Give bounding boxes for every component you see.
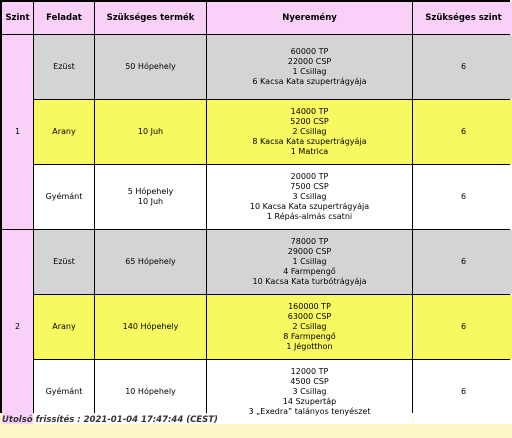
task-cell: Gyémánt (34, 360, 94, 424)
reward-line: 6 Kacsa Kata szupertrágyája (252, 77, 367, 86)
reward-cell (207, 295, 412, 359)
reward-line: 8 Kacsa Kata szupertrágyája (252, 137, 367, 146)
reward-line: 1 Matrica (290, 147, 329, 156)
quest-table-body (2, 35, 512, 424)
required-product-cell (95, 35, 206, 99)
task-cell: Ezüst (34, 35, 94, 99)
reward-line: 3 „Exedra” talányos tenyészet (248, 407, 371, 416)
reward-line: 20000 TP (290, 172, 329, 181)
level-cell: 1 (2, 35, 33, 229)
table-row (2, 35, 512, 99)
required-product-line: 10 Juh (137, 127, 164, 136)
reward-cell (207, 230, 412, 294)
task-cell: Arany (34, 295, 94, 359)
last-updated: Utolsó frissítés : 2021-01-04 17:47:44 (CEST) (2, 415, 218, 425)
reward-line: 12000 TP (290, 367, 329, 376)
task-cell: Arany (34, 100, 94, 164)
required-level-cell: 6 (413, 360, 512, 424)
reward-line: 29000 CSP (287, 247, 332, 256)
task-cell: Ezüst (34, 230, 94, 294)
table-row (2, 295, 512, 359)
reward-cell (207, 35, 412, 99)
reward-line: 5200 CSP (290, 117, 329, 126)
required-product-line: 140 Hópehely (122, 322, 179, 331)
header-nyeremeny: Nyeremény (207, 2, 412, 34)
reward-line: 10 Kacsa Kata szupertrágyája (249, 202, 370, 211)
reward-cell (207, 360, 412, 424)
reward-cell (207, 165, 412, 229)
required-level-cell: 6 (413, 295, 512, 359)
task-cell: Gyémánt (34, 165, 94, 229)
required-level-cell: 6 (413, 165, 512, 229)
reward-line: 22000 CSP (287, 57, 332, 66)
required-product-line: 5 Hópehely (127, 187, 174, 196)
reward-line: 1 Csillag (292, 67, 327, 76)
required-product-cell (95, 165, 206, 229)
required-product-line: 50 Hópehely (125, 62, 176, 71)
table-row (2, 230, 512, 294)
required-product-line: 10 Juh (137, 197, 164, 206)
reward-line: 3 Csillag (292, 387, 327, 396)
required-product-cell (95, 295, 206, 359)
reward-line: 1 Répás-almás csatni (266, 212, 353, 221)
required-level-cell: 6 (413, 230, 512, 294)
reward-cell (207, 100, 412, 164)
reward-line: 63000 CSP (287, 312, 332, 321)
required-product-line: 10 Hópehely (125, 387, 176, 396)
reward-line: 1 Jégotthon (286, 342, 333, 351)
required-level-cell: 6 (413, 100, 512, 164)
header-szukseges-szint: Szükséges szint (413, 2, 512, 34)
quest-table (1, 1, 512, 425)
reward-line: 8 Farmpengő (283, 332, 336, 341)
reward-line: 1 Csillag (292, 257, 327, 266)
reward-line: 78000 TP (290, 237, 329, 246)
reward-line: 14 Szupertáp (282, 397, 337, 406)
header-feladat: Feladat (34, 2, 94, 34)
header-szint: Szint (2, 2, 33, 34)
reward-line: 2 Csillag (292, 127, 327, 136)
reward-line: 7500 CSP (290, 182, 329, 191)
header-szukseges-termek: Szükséges termék (95, 2, 206, 34)
reward-line: 4 Farmpengő (283, 267, 336, 276)
required-product-cell (95, 100, 206, 164)
reward-line: 60000 TP (290, 47, 329, 56)
table-row (2, 165, 512, 229)
level-cell: 2 (2, 230, 33, 424)
required-product-cell (95, 230, 206, 294)
table-row (2, 100, 512, 164)
reward-line: 3 Csillag (292, 192, 327, 201)
required-product-line: 65 Hópehely (125, 257, 176, 266)
reward-line: 2 Csillag (292, 322, 327, 331)
reward-line: 4500 CSP (290, 377, 329, 386)
header-row (2, 2, 512, 34)
reward-line: 14000 TP (290, 107, 329, 116)
reward-line: 160000 TP (288, 302, 331, 311)
required-level-cell: 6 (413, 35, 512, 99)
reward-line: 10 Kacsa Kata turbótrágyája (252, 277, 367, 286)
